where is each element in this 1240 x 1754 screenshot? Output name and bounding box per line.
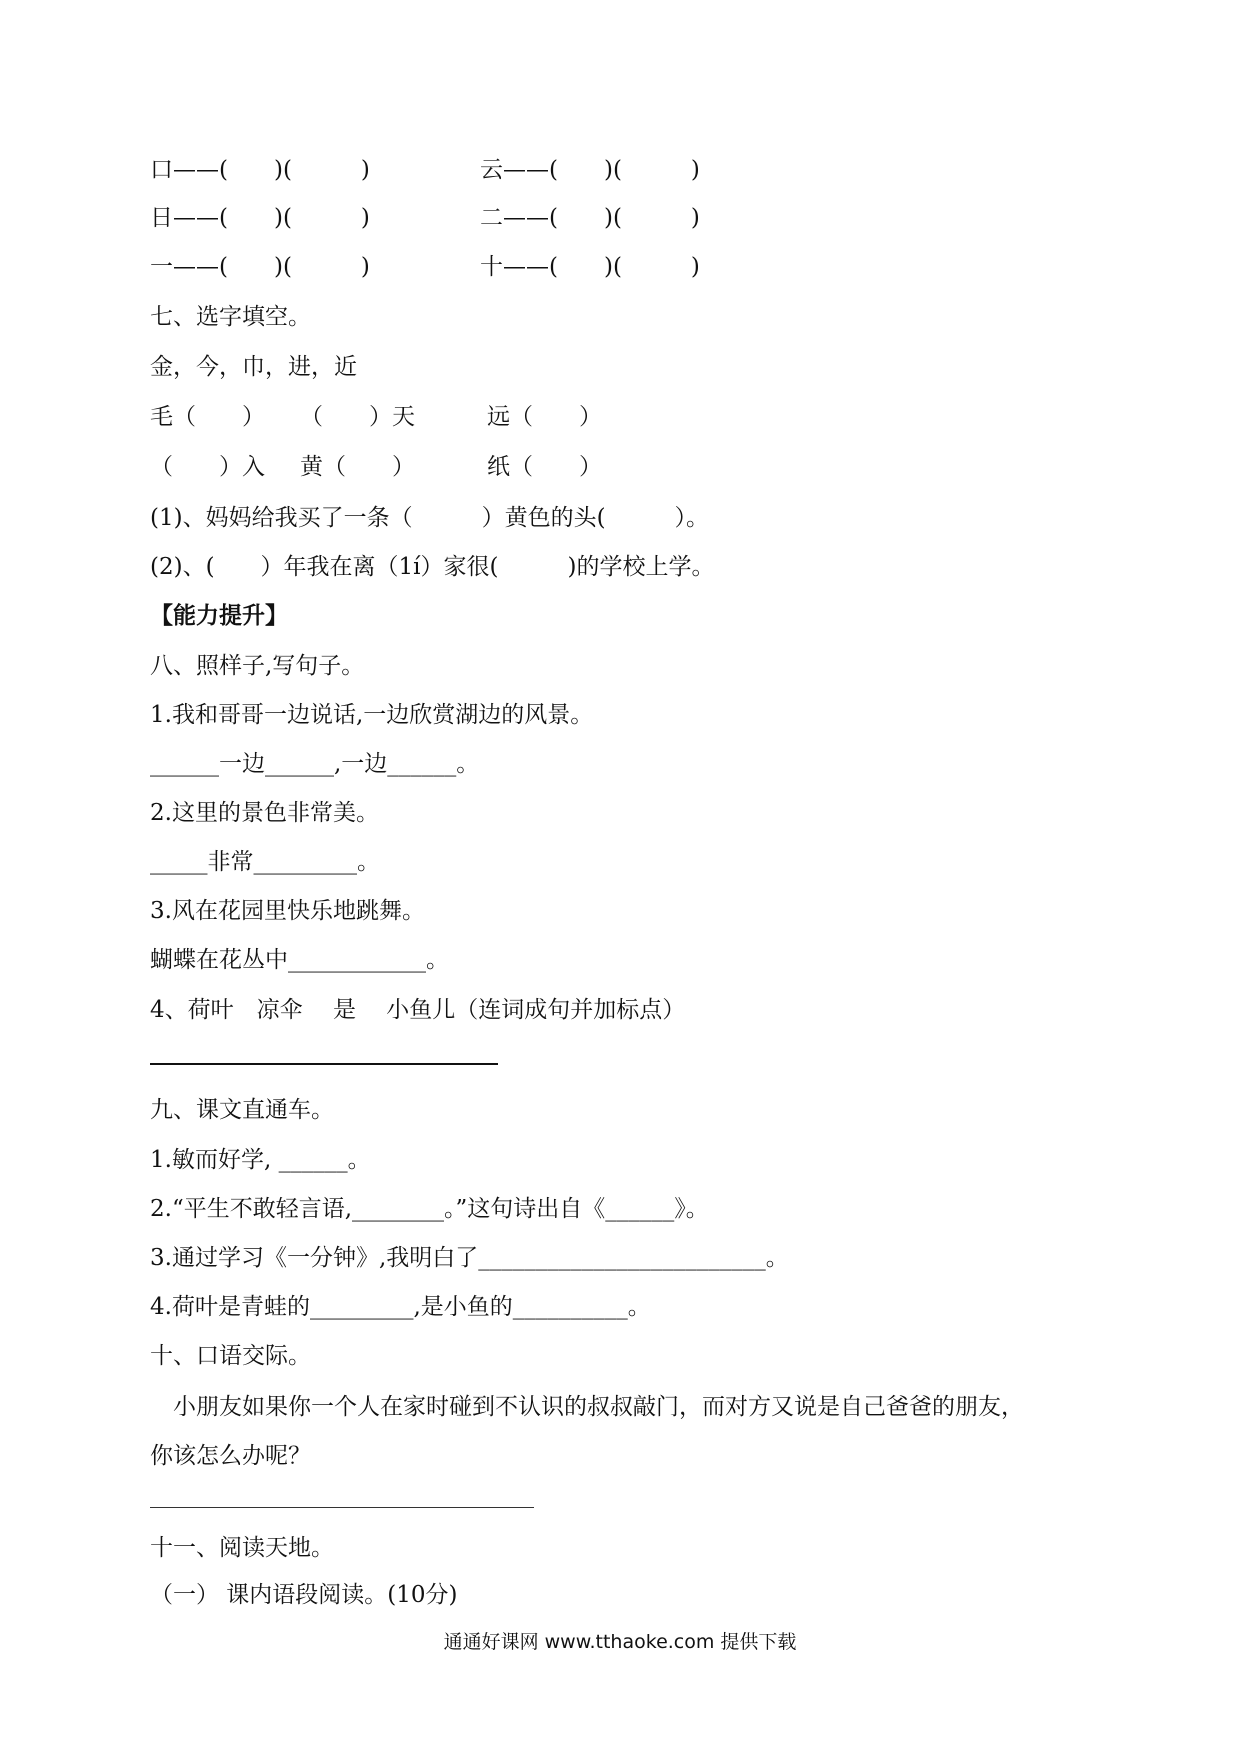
q7-title: 七、选字填空。 bbox=[150, 304, 311, 330]
q8-line-7: 4、荷叶 凉伞 是 小鱼儿（连词成句并加标点） bbox=[150, 997, 686, 1023]
q7-blank-6: 纸（ ） bbox=[487, 454, 602, 480]
q10-prompt-1: 小朋友如果你一个人在家时碰到不认识的叔叔敲门，而对方又说是自己爸爸的朋友， bbox=[150, 1394, 1024, 1420]
page-footer: 通通好课网 www.tthaoke.com 提供下载 bbox=[443, 1631, 797, 1653]
q6-row2-right: 二——( )( ) bbox=[480, 205, 700, 231]
q6-row1-left: 口——( )( ) bbox=[150, 157, 370, 183]
q7-sentence-2: (2)、( ）年我在离（1í）家很( )的学校上学。 bbox=[150, 554, 715, 580]
q10-prompt-2: 你该怎么办呢？ bbox=[150, 1443, 311, 1469]
q11-subtitle: （一） 课内语段阅读。(10分) bbox=[150, 1582, 458, 1608]
q6-row3-left: 一——( )( ) bbox=[150, 254, 370, 280]
q9-line-2: 2.“平生不敢轻言语,________。”这句诗出自《______》。 bbox=[150, 1196, 709, 1222]
q10-title: 十、口语交际。 bbox=[150, 1343, 311, 1369]
q7-char-options: 金，今，巾，进，近 bbox=[150, 354, 357, 380]
q8-answer-line bbox=[150, 1063, 498, 1065]
q7-blank-5: 黄（ ） bbox=[300, 454, 415, 480]
q8-title: 八、照样子,写句子。 bbox=[150, 653, 365, 679]
q8-line-2: ______一边______,一边______。 bbox=[150, 751, 480, 777]
q8-line-3: 2.这里的景色非常美。 bbox=[150, 800, 379, 826]
q7-blank-4: （ ）入 bbox=[150, 454, 265, 480]
q8-line-1: 1.我和哥哥一边说话,一边欣赏湖边的风景。 bbox=[150, 702, 594, 728]
q10-answer-line bbox=[150, 1507, 534, 1508]
q9-line-4: 4.荷叶是青蛙的_________,是小鱼的__________。 bbox=[150, 1294, 651, 1320]
q9-line-1: 1.敏而好学, ______。 bbox=[150, 1147, 371, 1173]
ability-heading: 【能力提升】 bbox=[150, 602, 288, 629]
q9-line-3: 3.通过学习《一分钟》,我明白了_________________________。 bbox=[150, 1245, 789, 1271]
q7-blank-3: 远（ ） bbox=[487, 404, 602, 430]
q9-title: 九、课文直通车。 bbox=[150, 1097, 334, 1123]
q6-row3-right: 十——( )( ) bbox=[480, 254, 700, 280]
q7-sentence-1: (1)、妈妈给我买了一条（ ）黄色的头( ）。 bbox=[150, 505, 710, 531]
q8-line-4: _____非常_________。 bbox=[150, 849, 380, 875]
q8-line-5: 3.风在花园里快乐地跳舞。 bbox=[150, 898, 425, 924]
q7-blank-2: （ ）天 bbox=[300, 404, 415, 430]
q11-title: 十一、阅读天地。 bbox=[150, 1535, 334, 1561]
q8-line-6: 蝴蝶在花丛中____________。 bbox=[150, 947, 449, 973]
q6-row2-left: 日——( )( ) bbox=[150, 205, 370, 231]
q6-row1-right: 云——( )( ) bbox=[480, 157, 700, 183]
q7-blank-1: 毛（ ） bbox=[150, 404, 265, 430]
